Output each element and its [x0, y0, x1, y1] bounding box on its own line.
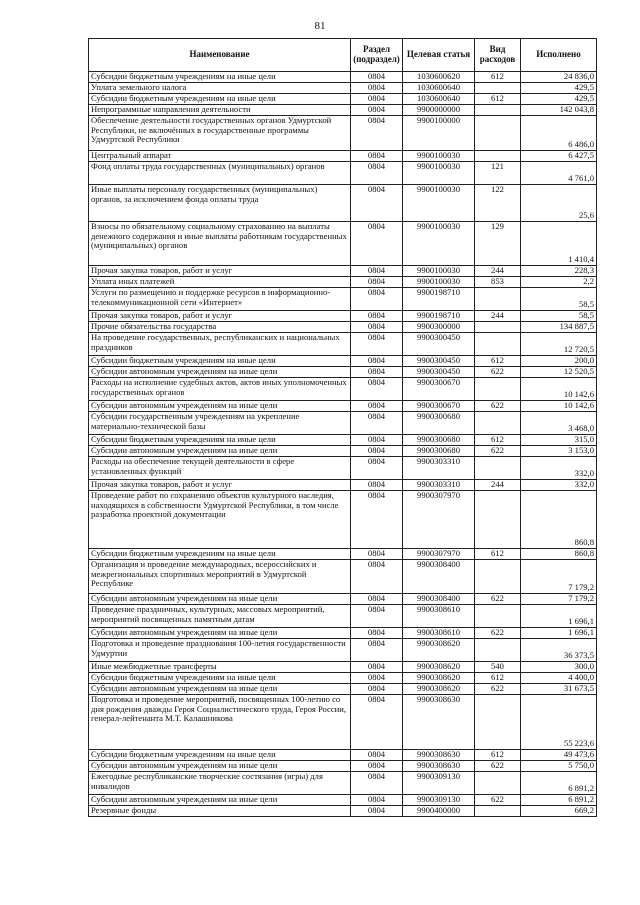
- cell-section: 0804: [351, 72, 403, 83]
- cell-section: 0804: [351, 116, 403, 151]
- cell-section: 0804: [351, 772, 403, 795]
- cell-article: 1030600640: [403, 94, 475, 105]
- cell-section: 0804: [351, 288, 403, 311]
- cell-type: 612: [475, 750, 521, 761]
- cell-section: 0804: [351, 605, 403, 628]
- cell-name: Субсидии бюджетным учреждениям на иные цели: [89, 549, 351, 560]
- cell-article: 9900300450: [403, 367, 475, 378]
- cell-value: 2,2: [521, 277, 597, 288]
- cell-value: 4 400,0: [521, 673, 597, 684]
- table-row: [89, 288, 597, 311]
- cell-article: 9900100030: [403, 151, 475, 162]
- cell-section: 0804: [351, 105, 403, 116]
- table-row: [89, 116, 597, 151]
- cell-value: 49 473,6: [521, 750, 597, 761]
- table-header-row: [89, 39, 597, 72]
- cell-type: [475, 772, 521, 795]
- cell-section: 0804: [351, 549, 403, 560]
- cell-section: 0804: [351, 639, 403, 662]
- cell-article: 9900300450: [403, 356, 475, 367]
- cell-value: 3 468,0: [521, 412, 597, 435]
- cell-section: 0804: [351, 684, 403, 695]
- cell-name: Расходы на обеспечение текущей деятельности в сфере установленных функций: [89, 457, 351, 480]
- cell-value: 142 043,8: [521, 105, 597, 116]
- table-row: [89, 491, 597, 549]
- cell-name: Резервные фонды: [89, 806, 351, 817]
- table-row: [89, 401, 597, 412]
- table-row: [89, 333, 597, 356]
- cell-name: Прочие обязательства государства: [89, 322, 351, 333]
- cell-section: 0804: [351, 367, 403, 378]
- cell-section: 0804: [351, 94, 403, 105]
- table-row: [89, 684, 597, 695]
- cell-type: [475, 491, 521, 549]
- cell-article: 9900300670: [403, 401, 475, 412]
- cell-type: 622: [475, 628, 521, 639]
- cell-type: 622: [475, 401, 521, 412]
- cell-type: [475, 116, 521, 151]
- cell-section: 0804: [351, 322, 403, 333]
- cell-article: 9900308630: [403, 761, 475, 772]
- table-row: [89, 94, 597, 105]
- cell-name: Фонд оплаты труда государственных (муниципальных) органов: [89, 162, 351, 185]
- cell-name: Субсидии автономным учреждениям на иные цели: [89, 684, 351, 695]
- cell-section: 0804: [351, 795, 403, 806]
- table-row: [89, 222, 597, 266]
- cell-article: 9900000000: [403, 105, 475, 116]
- cell-section: 0804: [351, 266, 403, 277]
- cell-type: 622: [475, 446, 521, 457]
- cell-value: 332,0: [521, 480, 597, 491]
- table-row: [89, 162, 597, 185]
- cell-value: 24 836,0: [521, 72, 597, 83]
- cell-name: Непрограммные направления деятельности: [89, 105, 351, 116]
- cell-article: 9900300450: [403, 333, 475, 356]
- cell-article: 9900309130: [403, 795, 475, 806]
- cell-name: Подготовка и проведение празднования 100-летия государственности Удмуртии: [89, 639, 351, 662]
- cell-name: Субсидии автономным учреждениям на иные цели: [89, 628, 351, 639]
- cell-value: 7 179,2: [521, 594, 597, 605]
- cell-article: 9900100030: [403, 266, 475, 277]
- cell-value: 860,8: [521, 491, 597, 549]
- cell-value: 429,5: [521, 94, 597, 105]
- cell-type: [475, 695, 521, 750]
- cell-article: 9900307970: [403, 549, 475, 560]
- cell-section: 0804: [351, 628, 403, 639]
- cell-section: 0804: [351, 446, 403, 457]
- cell-section: 0804: [351, 480, 403, 491]
- cell-type: 622: [475, 761, 521, 772]
- cell-name: Субсидии бюджетным учреждениям на иные цели: [89, 750, 351, 761]
- cell-value: 7 179,2: [521, 560, 597, 594]
- cell-value: 12 720,5: [521, 333, 597, 356]
- cell-value: 58,5: [521, 288, 597, 311]
- cell-section: 0804: [351, 491, 403, 549]
- cell-name: Субсидии бюджетным учреждениям на иные цели: [89, 356, 351, 367]
- cell-name: Прочая закупка товаров, работ и услуг: [89, 480, 351, 491]
- cell-value: 860,8: [521, 549, 597, 560]
- cell-name: Организация и проведение международных, всероссийских и межрегиональных спортивных мероприятий в Удмуртской Республике: [89, 560, 351, 594]
- cell-section: 0804: [351, 435, 403, 446]
- header-type: Вид расходов: [475, 39, 521, 72]
- cell-article: 9900308620: [403, 639, 475, 662]
- cell-section: 0804: [351, 806, 403, 817]
- cell-value: 12 520,5: [521, 367, 597, 378]
- table-row: [89, 673, 597, 684]
- table-row: [89, 151, 597, 162]
- cell-name: Субсидии автономным учреждениям на иные цели: [89, 795, 351, 806]
- table-row: [89, 695, 597, 750]
- cell-value: 10 142,6: [521, 378, 597, 401]
- table-row: [89, 266, 597, 277]
- cell-type: [475, 412, 521, 435]
- cell-name: Услуги по размещению и поддержке ресурсов в информационно-телекоммуникационной сети «Интернет»: [89, 288, 351, 311]
- header-article: Целевая статья: [403, 39, 475, 72]
- cell-name: Уплата земельного налога: [89, 83, 351, 94]
- cell-section: 0804: [351, 401, 403, 412]
- cell-section: 0804: [351, 594, 403, 605]
- cell-type: 622: [475, 367, 521, 378]
- cell-type: 612: [475, 94, 521, 105]
- cell-article: 9900300680: [403, 446, 475, 457]
- table-row: [89, 435, 597, 446]
- cell-section: 0804: [351, 185, 403, 222]
- cell-name: Субсидии автономным учреждениям на иные цели: [89, 446, 351, 457]
- cell-value: 315,0: [521, 435, 597, 446]
- cell-name: Обеспечение деятельности государственных органов Удмуртской Республики, не включённых в государственные программы Удмуртской Республики: [89, 116, 351, 151]
- cell-article: 9900100030: [403, 222, 475, 266]
- cell-article: 9900100030: [403, 277, 475, 288]
- cell-section: 0804: [351, 311, 403, 322]
- table-row: [89, 72, 597, 83]
- cell-value: 10 142,6: [521, 401, 597, 412]
- cell-section: 0804: [351, 761, 403, 772]
- cell-type: [475, 105, 521, 116]
- cell-name: Взносы по обязательному социальному страхованию на выплаты денежного содержания и иные выплаты работникам государственных (муниципальных) органов: [89, 222, 351, 266]
- cell-type: [475, 806, 521, 817]
- cell-type: 121: [475, 162, 521, 185]
- cell-section: 0804: [351, 378, 403, 401]
- cell-type: 622: [475, 684, 521, 695]
- cell-section: 0804: [351, 457, 403, 480]
- cell-section: 0804: [351, 83, 403, 94]
- budget-table: [88, 38, 597, 817]
- cell-name: Субсидии государственным учреждениям на укрепление материально-технической базы: [89, 412, 351, 435]
- cell-value: 228,3: [521, 266, 597, 277]
- cell-name: Субсидии автономным учреждениям на иные цели: [89, 761, 351, 772]
- cell-name: Субсидии автономным учреждениям на иные цели: [89, 401, 351, 412]
- cell-value: 6 486,0: [521, 116, 597, 151]
- cell-article: 9900400000: [403, 806, 475, 817]
- cell-name: Проведение праздничных, культурных, массовых мероприятий, мероприятий посвященных памятным датам: [89, 605, 351, 628]
- table-row: [89, 628, 597, 639]
- cell-type: 622: [475, 594, 521, 605]
- table-row: [89, 480, 597, 491]
- table-row: [89, 185, 597, 222]
- cell-section: 0804: [351, 695, 403, 750]
- cell-article: 9900100000: [403, 116, 475, 151]
- cell-name: Иные межбюджетные трансферты: [89, 662, 351, 673]
- cell-section: 0804: [351, 222, 403, 266]
- cell-type: 622: [475, 795, 521, 806]
- cell-value: 6 891,2: [521, 795, 597, 806]
- cell-type: 853: [475, 277, 521, 288]
- cell-type: [475, 83, 521, 94]
- table-row: [89, 412, 597, 435]
- cell-type: [475, 605, 521, 628]
- cell-name: Уплата иных платежей: [89, 277, 351, 288]
- header-name: Наименование: [89, 39, 351, 72]
- cell-name: Ежегодные республиканские творческие состязания (игры) для инвалидов: [89, 772, 351, 795]
- cell-type: 612: [475, 549, 521, 560]
- cell-name: Подготовка и проведение мероприятий, посвященных 100-летию со дня рождения дважды Героя Социалистического труда, Героя России, генерал-лейтенанта М.Т. Калашникова: [89, 695, 351, 750]
- table-row: [89, 446, 597, 457]
- cell-type: [475, 322, 521, 333]
- cell-article: 9900308630: [403, 695, 475, 750]
- cell-value: 1 410,4: [521, 222, 597, 266]
- cell-article: 1030600620: [403, 72, 475, 83]
- cell-section: 0804: [351, 560, 403, 594]
- cell-type: 129: [475, 222, 521, 266]
- cell-value: 25,6: [521, 185, 597, 222]
- cell-type: 540: [475, 662, 521, 673]
- cell-section: 0804: [351, 151, 403, 162]
- cell-value: 6 427,5: [521, 151, 597, 162]
- cell-section: 0804: [351, 750, 403, 761]
- cell-type: 612: [475, 673, 521, 684]
- cell-name: Расходы на исполнение судебных актов, актов иных уполномоченных государственных органов: [89, 378, 351, 401]
- cell-article: 9900308610: [403, 628, 475, 639]
- cell-type: [475, 639, 521, 662]
- cell-name: Прочая закупка товаров, работ и услуг: [89, 266, 351, 277]
- cell-value: 1 696,1: [521, 628, 597, 639]
- table-row: [89, 639, 597, 662]
- table-row: [89, 662, 597, 673]
- cell-name: Субсидии автономным учреждениям на иные цели: [89, 594, 351, 605]
- cell-article: 9900308630: [403, 750, 475, 761]
- cell-article: 9900100030: [403, 162, 475, 185]
- table-row: [89, 83, 597, 94]
- cell-type: 612: [475, 72, 521, 83]
- table-row: [89, 761, 597, 772]
- cell-value: 134 887,5: [521, 322, 597, 333]
- table-row: [89, 277, 597, 288]
- cell-section: 0804: [351, 412, 403, 435]
- cell-name: Субсидии бюджетным учреждениям на иные цели: [89, 673, 351, 684]
- cell-article: 9900308620: [403, 684, 475, 695]
- cell-type: [475, 378, 521, 401]
- table-row: [89, 311, 597, 322]
- cell-name: Прочая закупка товаров, работ и услуг: [89, 311, 351, 322]
- cell-value: 200,0: [521, 356, 597, 367]
- cell-article: 9900308400: [403, 560, 475, 594]
- cell-type: 612: [475, 435, 521, 446]
- cell-value: 6 891,2: [521, 772, 597, 795]
- cell-article: 9900300680: [403, 435, 475, 446]
- table-row: [89, 560, 597, 594]
- table-row: [89, 378, 597, 401]
- table-row: [89, 750, 597, 761]
- cell-value: 5 750,0: [521, 761, 597, 772]
- cell-article: 9900308400: [403, 594, 475, 605]
- cell-name: Субсидии бюджетным учреждениям на иные цели: [89, 435, 351, 446]
- cell-value: 31 673,5: [521, 684, 597, 695]
- header-value: Исполнено: [521, 39, 597, 72]
- cell-value: 332,0: [521, 457, 597, 480]
- cell-type: [475, 560, 521, 594]
- cell-article: 9900308610: [403, 605, 475, 628]
- table-row: [89, 772, 597, 795]
- cell-article: 1030600640: [403, 83, 475, 94]
- table-row: [89, 806, 597, 817]
- cell-type: [475, 288, 521, 311]
- table-row: [89, 605, 597, 628]
- cell-type: 122: [475, 185, 521, 222]
- cell-article: 9900308620: [403, 662, 475, 673]
- cell-section: 0804: [351, 162, 403, 185]
- cell-article: 9900300680: [403, 412, 475, 435]
- page-number: 81: [314, 20, 326, 32]
- table-row: [89, 594, 597, 605]
- cell-value: 1 696,1: [521, 605, 597, 628]
- cell-article: 9900309130: [403, 772, 475, 795]
- cell-type: 244: [475, 311, 521, 322]
- cell-value: 55 223,6: [521, 695, 597, 750]
- cell-value: 4 761,0: [521, 162, 597, 185]
- table-row: [89, 322, 597, 333]
- cell-type: [475, 457, 521, 480]
- cell-name: Проведение работ по сохранению объектов культурного наследия, находящихся в собственности Удмуртской Республики, в том числе разработка проектной документации: [89, 491, 351, 549]
- cell-section: 0804: [351, 662, 403, 673]
- cell-section: 0804: [351, 333, 403, 356]
- table-row: [89, 795, 597, 806]
- cell-value: 58,5: [521, 311, 597, 322]
- cell-name: На проведение государственных, республиканских и национальных праздников: [89, 333, 351, 356]
- cell-article: 9900303310: [403, 480, 475, 491]
- cell-article: 9900198710: [403, 288, 475, 311]
- cell-type: 612: [475, 356, 521, 367]
- cell-value: 36 373,5: [521, 639, 597, 662]
- table-row: [89, 367, 597, 378]
- cell-type: [475, 333, 521, 356]
- cell-article: 9900303310: [403, 457, 475, 480]
- cell-type: [475, 151, 521, 162]
- cell-section: 0804: [351, 356, 403, 367]
- table-row: [89, 549, 597, 560]
- cell-name: Субсидии бюджетным учреждениям на иные цели: [89, 94, 351, 105]
- cell-type: 244: [475, 266, 521, 277]
- table-row: [89, 356, 597, 367]
- header-section: Раздел (подраздел): [351, 39, 403, 72]
- cell-article: 9900307970: [403, 491, 475, 549]
- cell-section: 0804: [351, 673, 403, 684]
- cell-name: Иные выплаты персоналу государственных (муниципальных) органов, за исключением фонда оплаты труда: [89, 185, 351, 222]
- cell-value: 669,2: [521, 806, 597, 817]
- cell-value: 300,0: [521, 662, 597, 673]
- table-row: [89, 105, 597, 116]
- cell-type: 244: [475, 480, 521, 491]
- cell-article: 9900100030: [403, 185, 475, 222]
- cell-value: 3 153,0: [521, 446, 597, 457]
- cell-name: Субсидии автономным учреждениям на иные цели: [89, 367, 351, 378]
- cell-article: 9900300670: [403, 378, 475, 401]
- cell-article: 9900198710: [403, 311, 475, 322]
- cell-article: 9900300000: [403, 322, 475, 333]
- cell-name: Субсидии бюджетным учреждениям на иные цели: [89, 72, 351, 83]
- cell-section: 0804: [351, 277, 403, 288]
- table-row: [89, 457, 597, 480]
- cell-value: 429,5: [521, 83, 597, 94]
- cell-article: 9900308620: [403, 673, 475, 684]
- cell-name: Центральный аппарат: [89, 151, 351, 162]
